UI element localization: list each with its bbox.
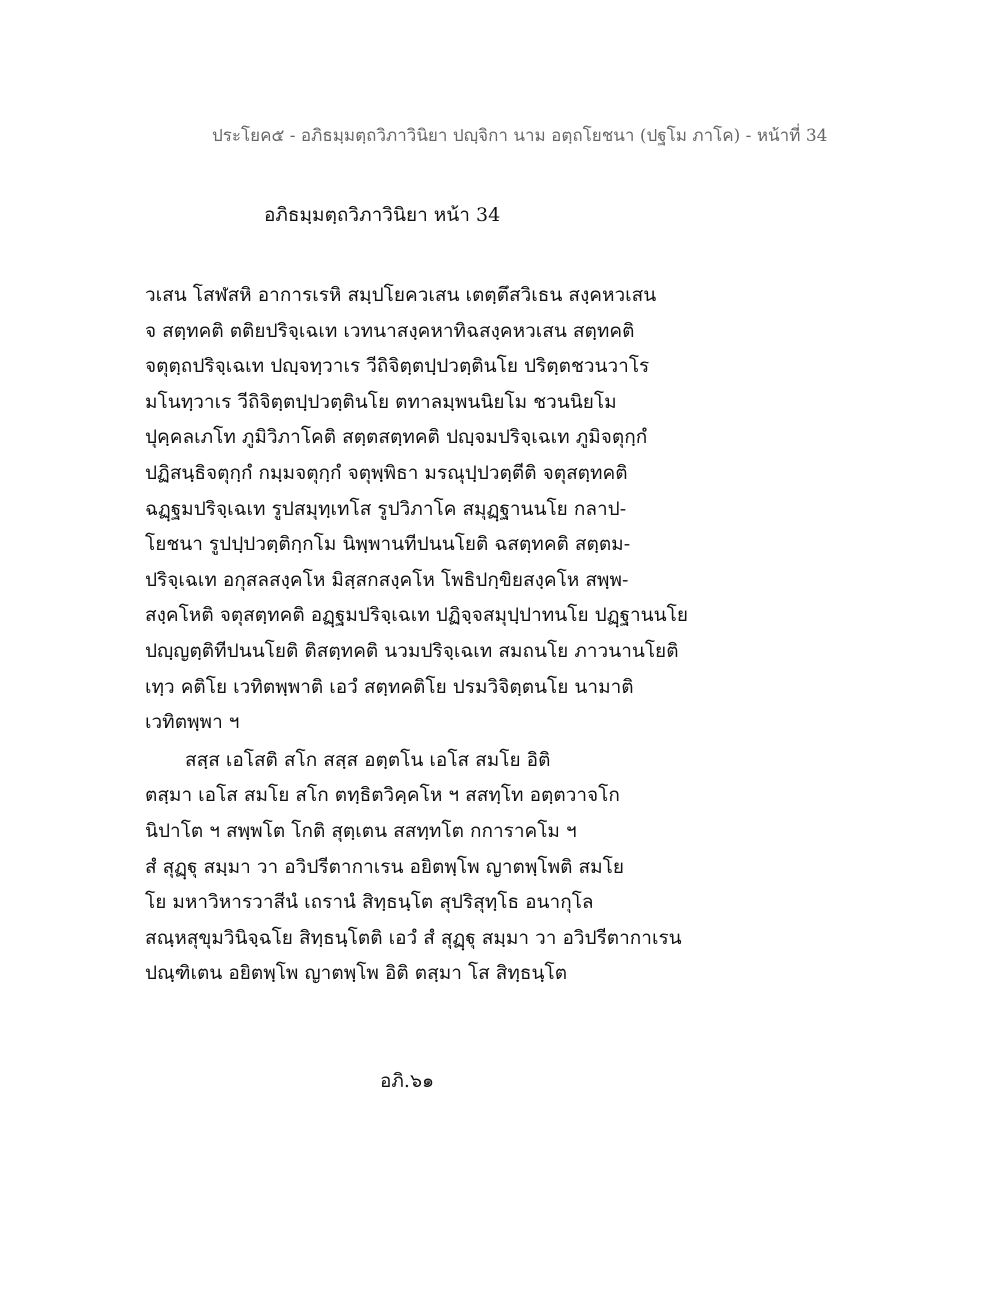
text-line: สงฺคโหติ จตุสตฺทคติ อฏฺฐมปริจฺเฉเท ปฏิจฺจสมุปฺปาทนโย ปฏฺฐานนโย	[145, 604, 688, 627]
text-line: ปฏิสนฺธิจตุกฺกํ กมฺมจตุกฺกํ จตุพฺพิธา มรณุปฺปวตฺตีติ จตุสตฺทคติ	[145, 461, 628, 484]
text-line: นิปาโต ฯ สพฺพโต โกติ สุตฺเตน สสทฺทโต กการาคโม ฯ	[145, 819, 577, 842]
text-line: ปุคฺคลเภโท ภูมิวิภาโคติ สตฺตสตฺทคติ ปญฺจมปริจฺเฉเท ภูมิจตุกฺกํ	[145, 426, 648, 449]
text-line: เทฺว คติโย เวทิตพฺพาติ เอวํ สตฺทคติโย ปรมวิจิตฺตนโย นามาติ	[145, 675, 634, 698]
text-line: ปณฺฑิเตน อยิตพฺโพ ญาตพฺโพ อิติ ตสฺมา โส สิทฺธนฺโต	[145, 962, 568, 985]
text-line: ปริจฺเฉเท อกุสลสงฺคโห มิสฺสกสงฺคโห โพธิปกฺขิยสงฺคโห สพฺพ-	[145, 568, 629, 591]
text-line: ปญฺญตฺติทีปนนโยติ ติสตฺทคติ นวมปริจฺเฉเท สมถนโย ภาวนานโยติ	[145, 639, 679, 662]
text-line: มโนทฺวาเร วีถิจิตฺตปฺปวตฺตินโย ตทาลมฺพนนิยโม ชวนนิยโม	[145, 390, 617, 413]
text-line: ตสฺมา เอโส สมโย สโก ตทฺธิตวิคฺคโห ฯ สสทฺโท อตฺตวาจโก	[145, 784, 620, 807]
text-line: จ สตฺทคติ ตติยปริจฺเฉเท เวทนาสงฺคหาทิฉสงฺคหวเสน สตฺทคติ	[145, 319, 635, 342]
text-line: สณฺหสุขุมวินิจฺฉโย สิทฺธนฺโตติ เอวํ สํ สุฏฺฐุ สมฺมา วา อวิปรีตากาเรน	[145, 926, 682, 949]
text-line: เวทิตพฺพา ฯ	[145, 711, 240, 734]
text-line: โย มหาวิหารวาสีนํ เถรานํ สิทฺธนฺโต สุปริสุทฺโธ อนากุโล	[145, 891, 594, 914]
running-header: ประโยค๕ - อภิธมฺมตฺถวิภาวินิยา ปญฺจิกา นาม อตฺถโยชนา (ปฐโม ภาโค) - หน้าที่ 34	[212, 126, 828, 146]
text-line: สํ สุฏฺฐุ สมฺมา วา อวิปรีตากาเรน อยิตพฺโพ ญาตพฺโพติ สมโย	[145, 855, 624, 878]
text-line: ฉฏฺฐมปริจฺเฉเท รูปสมุทฺเทโส รูปวิภาโค สมุฏฺฐานนโย กลาป-	[145, 497, 627, 520]
page-reference: อภิ.๖๑	[380, 1070, 435, 1092]
page-title: อภิธมฺมตฺถวิภาวินิยา หน้า 34	[264, 204, 501, 226]
text-line: โยชนา รูปปฺปวตฺติกฺกโม นิพฺพานทีปนนโยติ ฉสตฺทคติ สตฺตม-	[145, 533, 631, 556]
text-line: สสฺส เอโสติ สโก สสฺส อตฺตโน เอโส สมโย อิติ	[185, 748, 551, 771]
paragraph	[145, 743, 865, 992]
body-text	[145, 278, 865, 992]
text-line: จตุตฺถปริจฺเฉเท ปญฺจทฺวาเร วีถิจิตฺตปฺปวตฺตินโย ปริตฺตชวนวาโร	[145, 355, 650, 378]
paragraph	[145, 278, 865, 741]
text-line: วเสน โสฬสหิ อาการเรหิ สมฺปโยควเสน เตตฺตึสวิเธน สงฺคหวเสน	[145, 284, 657, 306]
